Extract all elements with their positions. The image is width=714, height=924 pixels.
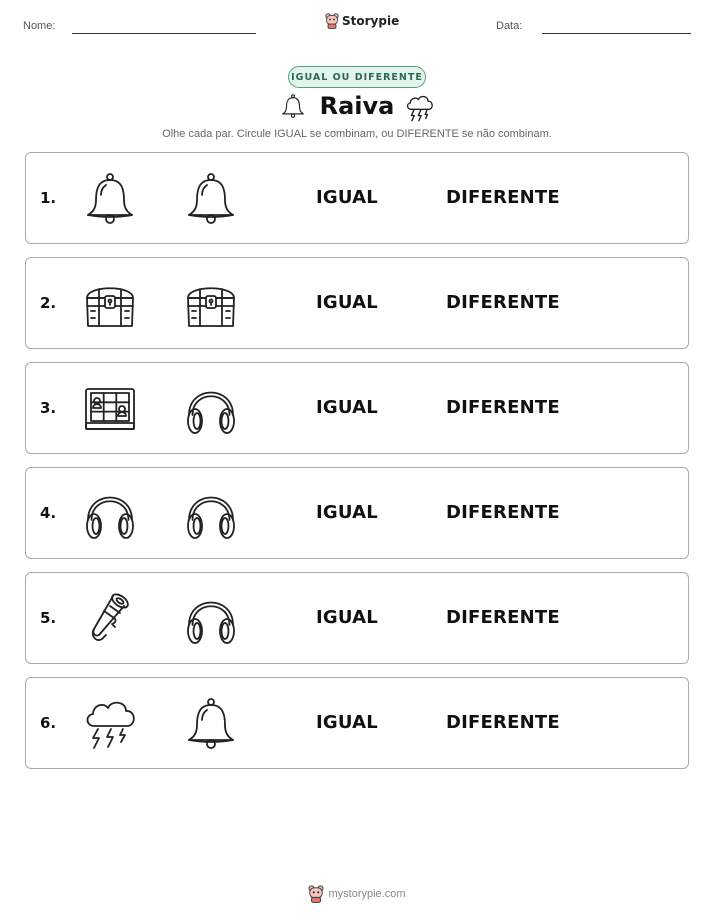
name-line[interactable]	[72, 33, 256, 34]
same-option[interactable]: IGUAL	[316, 502, 378, 523]
instructions-text: Olhe cada par. Circule IGUAL se combinam, ou DIFERENTE se não combinam.	[162, 128, 552, 140]
footer-url[interactable]: mystorypie.com	[328, 888, 406, 900]
footer	[0, 885, 714, 903]
different-option[interactable]: DIFERENTE	[446, 607, 560, 628]
headphones-icon	[183, 381, 239, 437]
different-option[interactable]: DIFERENTE	[446, 502, 560, 523]
brand-logo	[325, 13, 399, 29]
exercise-row	[25, 677, 689, 769]
same-option[interactable]: IGUAL	[316, 292, 378, 313]
headphones-icon	[183, 591, 239, 647]
different-option[interactable]: DIFERENTE	[446, 187, 560, 208]
row-number: 4.	[40, 504, 57, 522]
different-option[interactable]: DIFERENTE	[446, 712, 560, 733]
row-number: 2.	[40, 294, 57, 312]
different-option[interactable]: DIFERENTE	[446, 397, 560, 418]
board-game-icon	[82, 381, 138, 437]
exercise-row	[25, 152, 689, 244]
name-label: Nome:	[23, 20, 56, 32]
same-option[interactable]: IGUAL	[316, 607, 378, 628]
date-label: Data:	[496, 20, 523, 32]
brand-name: Storypie	[342, 14, 400, 28]
bell-icon	[183, 171, 239, 227]
row-number: 3.	[40, 399, 57, 417]
bear-mascot-icon	[325, 13, 339, 29]
date-line[interactable]	[542, 33, 691, 34]
exercise-row	[25, 257, 689, 349]
bell-icon	[183, 696, 239, 752]
storm-cloud-icon	[82, 696, 138, 752]
page-title: Raiva	[319, 92, 395, 120]
same-option[interactable]: IGUAL	[316, 397, 378, 418]
bell-icon	[82, 171, 138, 227]
row-number: 5.	[40, 609, 57, 627]
same-option[interactable]: IGUAL	[316, 187, 378, 208]
different-option[interactable]: DIFERENTE	[446, 292, 560, 313]
treasure-chest-icon	[183, 276, 239, 332]
exercise-row	[25, 572, 689, 664]
row-number: 6.	[40, 714, 57, 732]
title-storm-cloud-icon	[404, 91, 436, 128]
exercise-row	[25, 362, 689, 454]
same-option[interactable]: IGUAL	[316, 712, 378, 733]
headphones-icon	[183, 486, 239, 542]
treasure-chest-icon	[82, 276, 138, 332]
headphones-icon	[82, 486, 138, 542]
bear-mascot-icon	[308, 885, 324, 903]
activity-badge: IGUAL OU DIFERENTE	[288, 66, 426, 88]
row-number: 1.	[40, 189, 57, 207]
exercise-row	[25, 467, 689, 559]
scroll-icon	[82, 591, 138, 647]
